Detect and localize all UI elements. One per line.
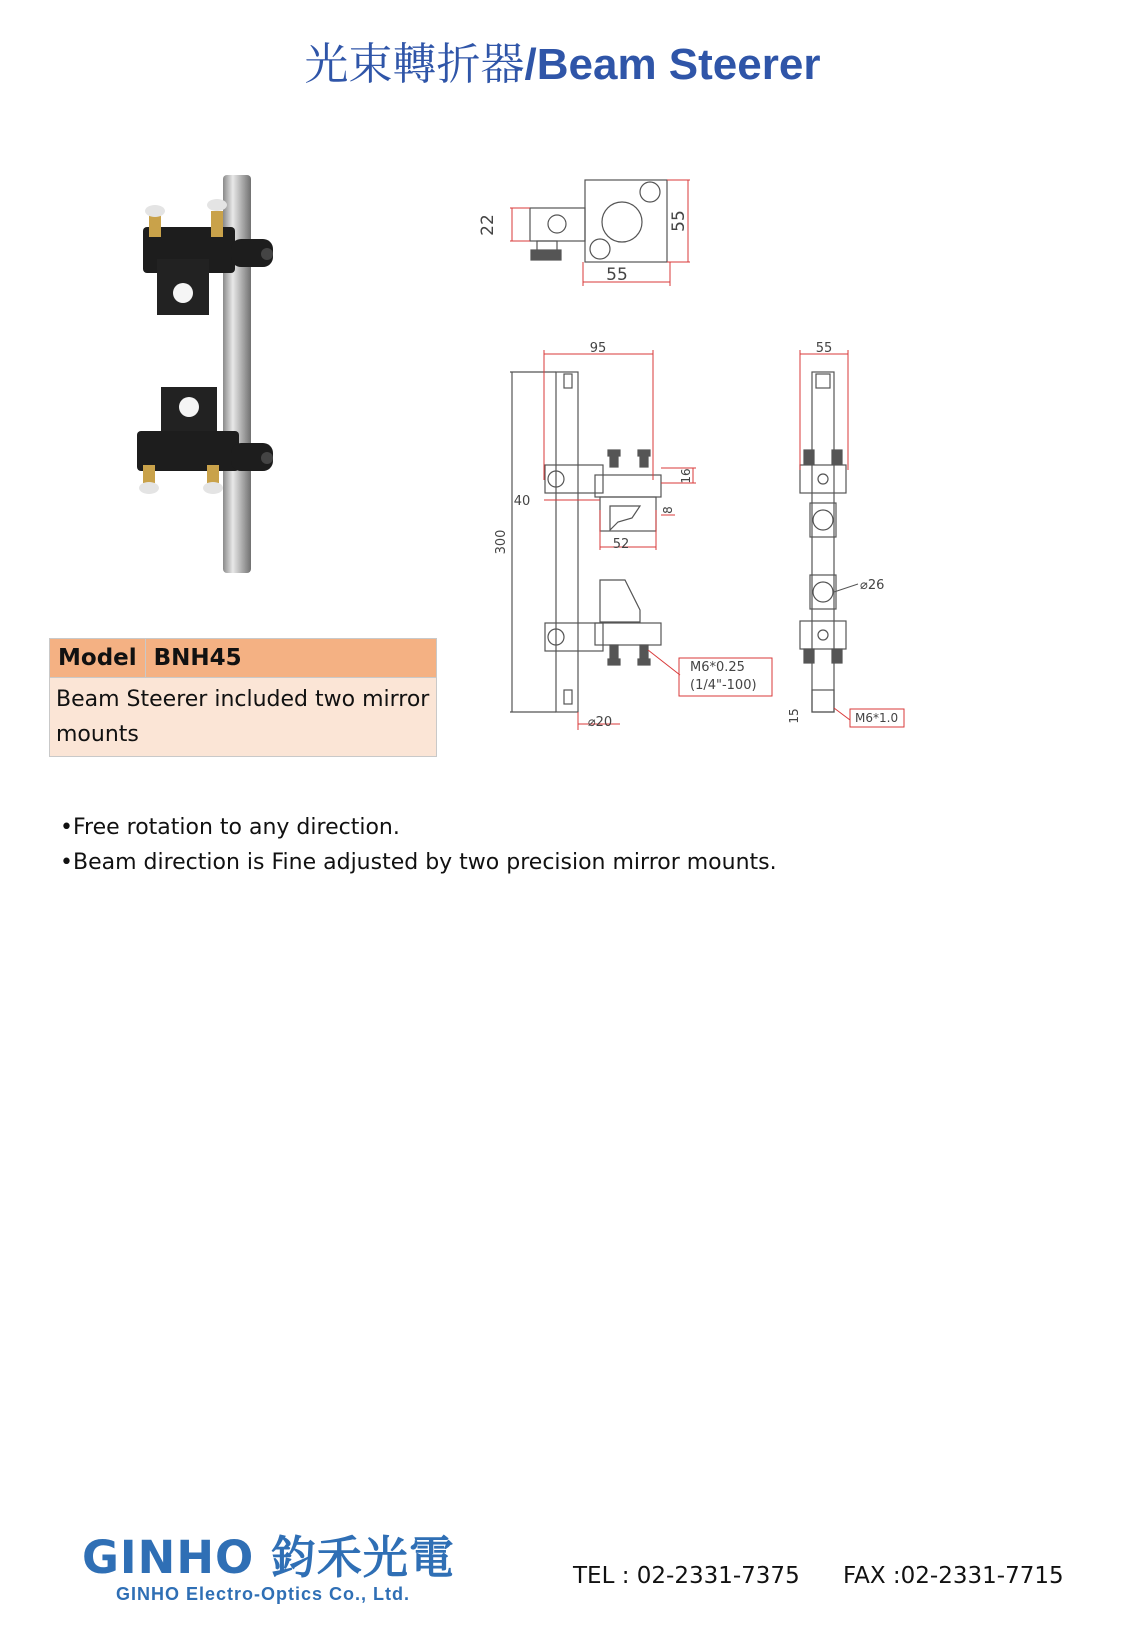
dim-front-small: 8 <box>661 506 675 514</box>
contact-tel: TEL : 02-2331-7375 <box>573 1563 800 1589</box>
top-view-dims <box>510 180 690 286</box>
model-value: BNH45 <box>145 639 436 678</box>
dim-rod-diameter: ⌀20 <box>587 715 613 730</box>
dim-top-width: 55 <box>606 265 628 285</box>
model-table <box>49 638 437 757</box>
dim-front-width: 95 <box>589 341 607 356</box>
feature-item: •Beam direction is Fine adjusted by two precision mirror mounts. <box>60 850 777 875</box>
front-view <box>510 372 661 712</box>
logo-main-text: GINHO 鈞禾光電 <box>82 1531 455 1584</box>
model-description: Beam Steerer included two mirror mounts <box>50 678 437 757</box>
page-title-en: /Beam Steerer <box>524 40 821 89</box>
model-table-description-row <box>50 678 437 757</box>
model-table-header <box>50 639 437 678</box>
contact-fax: FAX :02-2331-7715 <box>843 1563 1064 1589</box>
dim-front-offset: 40 <box>513 494 531 509</box>
dim-side-bottom: 15 <box>787 708 801 724</box>
top-view <box>530 180 667 262</box>
dim-side-thread: M6*1.0 <box>855 711 899 725</box>
side-view-dims <box>800 350 904 727</box>
dim-front-gap: 16 <box>679 468 693 484</box>
dim-thread-1: M6*0.25 <box>690 660 745 675</box>
feature-item: •Free rotation to any direction. <box>60 815 400 840</box>
company-logo <box>82 1532 482 1612</box>
dim-thread-2: (1/4"-100) <box>690 678 757 693</box>
dim-front-height: 300 <box>494 529 509 555</box>
dim-front-plate: 52 <box>612 537 630 552</box>
model-label: Model <box>50 639 146 678</box>
dim-side-width: 55 <box>815 341 833 356</box>
product-photo <box>135 175 295 575</box>
logo-sub-text: GINHO Electro-Optics Co., Ltd. <box>116 1584 411 1604</box>
page-title-cn: 光束轉折器 <box>304 39 525 90</box>
page-title <box>0 28 1125 92</box>
dim-top-depth: 55 <box>669 210 689 232</box>
side-view <box>800 372 846 712</box>
dim-top-height: 22 <box>478 214 498 236</box>
technical-drawing <box>460 170 980 765</box>
feature-list <box>60 810 777 880</box>
dim-side-diameter: ⌀26 <box>860 578 885 593</box>
